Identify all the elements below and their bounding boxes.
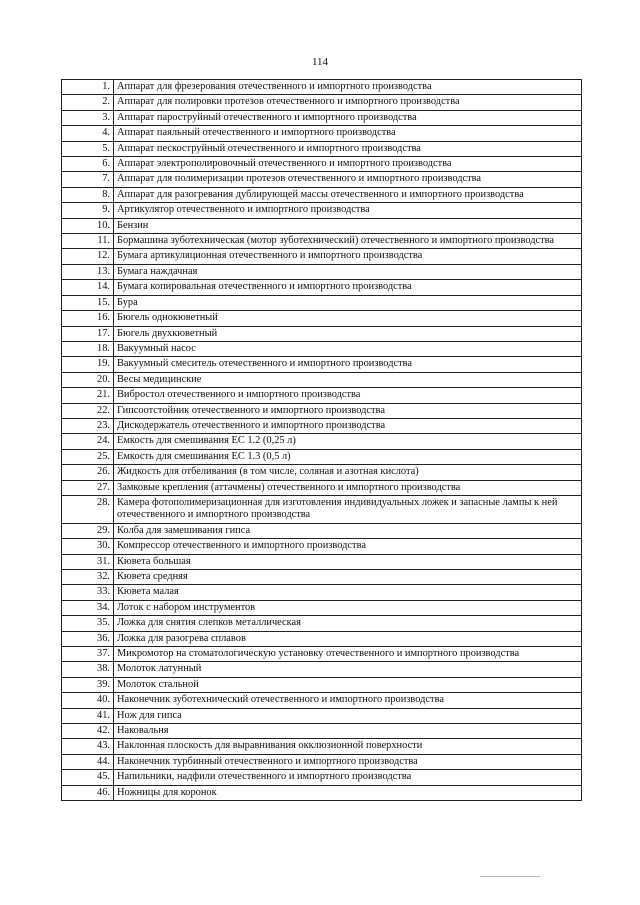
table-row bbox=[62, 388, 582, 403]
table-row bbox=[62, 570, 582, 585]
row-text: Ложка для разогрева сплавов bbox=[114, 631, 582, 646]
row-number: 21. bbox=[62, 388, 114, 403]
row-text: Гипсоотстойник отечественного и импортного производства bbox=[114, 403, 582, 418]
row-text: Колба для замешивания гипса bbox=[114, 523, 582, 538]
table-row bbox=[62, 647, 582, 662]
row-number: 1. bbox=[62, 80, 114, 95]
footer-scan-mark bbox=[480, 876, 540, 877]
row-number: 10. bbox=[62, 218, 114, 233]
row-number: 16. bbox=[62, 311, 114, 326]
row-text: Бумага копировальная отечественного и импортного производства bbox=[114, 280, 582, 295]
equipment-table-body bbox=[62, 80, 582, 801]
table-row bbox=[62, 172, 582, 187]
table-row bbox=[62, 495, 582, 523]
row-text: Лоток с набором инструментов bbox=[114, 600, 582, 615]
row-number: 17. bbox=[62, 326, 114, 341]
row-text: Бумага наждачная bbox=[114, 264, 582, 279]
table-row bbox=[62, 264, 582, 279]
row-text: Кювета большая bbox=[114, 554, 582, 569]
row-number: 18. bbox=[62, 341, 114, 356]
row-text: Компрессор отечественного и импортного производства bbox=[114, 539, 582, 554]
table-row bbox=[62, 693, 582, 708]
row-text: Кювета средняя bbox=[114, 570, 582, 585]
row-number: 7. bbox=[62, 172, 114, 187]
row-number: 8. bbox=[62, 187, 114, 202]
table-row bbox=[62, 357, 582, 372]
row-text: Ложка для снятия слепков металлическая bbox=[114, 616, 582, 631]
row-number: 31. bbox=[62, 554, 114, 569]
row-text: Аппарат для полировки протезов отечественного и импортного производства bbox=[114, 95, 582, 110]
row-number: 2. bbox=[62, 95, 114, 110]
row-number: 44. bbox=[62, 754, 114, 769]
table-row bbox=[62, 539, 582, 554]
row-text: Кювета малая bbox=[114, 585, 582, 600]
table-row bbox=[62, 95, 582, 110]
row-number: 45. bbox=[62, 770, 114, 785]
table-row bbox=[62, 631, 582, 646]
row-number: 9. bbox=[62, 203, 114, 218]
row-text: Бензин bbox=[114, 218, 582, 233]
row-text: Вакуумный насос bbox=[114, 341, 582, 356]
row-number: 37. bbox=[62, 647, 114, 662]
row-number: 29. bbox=[62, 523, 114, 538]
row-number: 13. bbox=[62, 264, 114, 279]
row-number: 4. bbox=[62, 126, 114, 141]
row-text: Аппарат для фрезерования отечественного и импортного производства bbox=[114, 80, 582, 95]
table-row bbox=[62, 708, 582, 723]
row-number: 26. bbox=[62, 465, 114, 480]
row-text: Артикулятор отечественного и импортного производства bbox=[114, 203, 582, 218]
table-row bbox=[62, 465, 582, 480]
row-number: 41. bbox=[62, 708, 114, 723]
row-number: 6. bbox=[62, 157, 114, 172]
row-number: 3. bbox=[62, 110, 114, 125]
table-row bbox=[62, 234, 582, 249]
row-text: Бумага артикуляционная отечественного и импортного производства bbox=[114, 249, 582, 264]
row-number: 5. bbox=[62, 141, 114, 156]
row-text: Аппарат паяльный отечественного и импортного производства bbox=[114, 126, 582, 141]
row-number: 46. bbox=[62, 785, 114, 800]
row-number: 40. bbox=[62, 693, 114, 708]
row-number: 39. bbox=[62, 677, 114, 692]
table-row bbox=[62, 187, 582, 202]
table-row bbox=[62, 141, 582, 156]
row-number: 14. bbox=[62, 280, 114, 295]
row-text: Аппарат для полимеризации протезов отечественного и импортного производства bbox=[114, 172, 582, 187]
row-number: 34. bbox=[62, 600, 114, 615]
table-row bbox=[62, 295, 582, 310]
table-row bbox=[62, 203, 582, 218]
row-number: 19. bbox=[62, 357, 114, 372]
row-number: 25. bbox=[62, 449, 114, 464]
table-row bbox=[62, 403, 582, 418]
row-number: 28. bbox=[62, 495, 114, 523]
table-row bbox=[62, 554, 582, 569]
row-number: 24. bbox=[62, 434, 114, 449]
table-row bbox=[62, 311, 582, 326]
table-row bbox=[62, 280, 582, 295]
row-text: Бормашина зуботехническая (мотор зуботехнический) отечественного и импортного производства bbox=[114, 234, 582, 249]
row-number: 15. bbox=[62, 295, 114, 310]
table-row bbox=[62, 157, 582, 172]
row-text: Аппарат электрополировочный отечественного и импортного производства bbox=[114, 157, 582, 172]
row-number: 43. bbox=[62, 739, 114, 754]
table-row bbox=[62, 126, 582, 141]
row-text: Наконечник турбинный отечественного и импортного производства bbox=[114, 754, 582, 769]
row-number: 27. bbox=[62, 480, 114, 495]
table-row bbox=[62, 616, 582, 631]
row-number: 30. bbox=[62, 539, 114, 554]
row-text: Ножницы для коронок bbox=[114, 785, 582, 800]
row-text: Бюгель двухкюветный bbox=[114, 326, 582, 341]
row-text: Аппарат пескоструйный отечественного и импортного производства bbox=[114, 141, 582, 156]
table-row bbox=[62, 449, 582, 464]
row-text: Вибростол отечественного и импортного производства bbox=[114, 388, 582, 403]
row-number: 11. bbox=[62, 234, 114, 249]
row-number: 33. bbox=[62, 585, 114, 600]
row-text: Весы медицинские bbox=[114, 372, 582, 387]
row-text: Камера фотополимеризационная для изготовления индивидуальных ложек и запасные лампы к ней отечественного и импортного производства bbox=[114, 495, 582, 523]
row-text: Жидкость для отбеливания (в том числе, соляная и азотная кислота) bbox=[114, 465, 582, 480]
table-row bbox=[62, 434, 582, 449]
table-row bbox=[62, 585, 582, 600]
row-text: Наклонная плоскость для выравнивания окклюзионной поверхности bbox=[114, 739, 582, 754]
table-row bbox=[62, 785, 582, 800]
row-number: 38. bbox=[62, 662, 114, 677]
table-row bbox=[62, 80, 582, 95]
row-number: 22. bbox=[62, 403, 114, 418]
table-row bbox=[62, 754, 582, 769]
table-row bbox=[62, 110, 582, 125]
table-row bbox=[62, 341, 582, 356]
row-number: 42. bbox=[62, 724, 114, 739]
table-row bbox=[62, 677, 582, 692]
table-row bbox=[62, 480, 582, 495]
row-text: Бура bbox=[114, 295, 582, 310]
row-number: 32. bbox=[62, 570, 114, 585]
table-row bbox=[62, 326, 582, 341]
row-text: Дискодержатель отечественного и импортного производства bbox=[114, 418, 582, 433]
row-number: 35. bbox=[62, 616, 114, 631]
row-text: Емкость для смешивания ЕС 1.2 (0,25 л) bbox=[114, 434, 582, 449]
table-row bbox=[62, 724, 582, 739]
row-text: Аппарат для разогревания дублирующей массы отечественного и импортного производства bbox=[114, 187, 582, 202]
table-row bbox=[62, 418, 582, 433]
table-row bbox=[62, 523, 582, 538]
row-text: Замковые крепления (аттачмены) отечественного и импортного производства bbox=[114, 480, 582, 495]
row-text: Емкость для смешивания ЕС 1.3 (0,5 л) bbox=[114, 449, 582, 464]
row-text: Напильники, надфили отечественного и импортного производства bbox=[114, 770, 582, 785]
table-row bbox=[62, 662, 582, 677]
row-number: 12. bbox=[62, 249, 114, 264]
row-text: Нож для гипса bbox=[114, 708, 582, 723]
row-text: Аппарат пароструйный отечественного и импортного производства bbox=[114, 110, 582, 125]
row-text: Молоток стальной bbox=[114, 677, 582, 692]
page-number: 114 bbox=[311, 56, 329, 68]
row-text: Бюгель однокюветный bbox=[114, 311, 582, 326]
table-row bbox=[62, 739, 582, 754]
table-row bbox=[62, 770, 582, 785]
row-text: Наковальня bbox=[114, 724, 582, 739]
equipment-table bbox=[61, 79, 582, 801]
row-text: Вакуумный смеситель отечественного и импортного производства bbox=[114, 357, 582, 372]
row-text: Микромотор на стоматологическую установку отечественного и импортного производства bbox=[114, 647, 582, 662]
table-row bbox=[62, 600, 582, 615]
table-row bbox=[62, 249, 582, 264]
row-text: Наконечник зуботехнический отечественного и импортного производства bbox=[114, 693, 582, 708]
row-text: Молоток латунный bbox=[114, 662, 582, 677]
row-number: 20. bbox=[62, 372, 114, 387]
table-row bbox=[62, 218, 582, 233]
row-number: 36. bbox=[62, 631, 114, 646]
row-number: 23. bbox=[62, 418, 114, 433]
table-row bbox=[62, 372, 582, 387]
